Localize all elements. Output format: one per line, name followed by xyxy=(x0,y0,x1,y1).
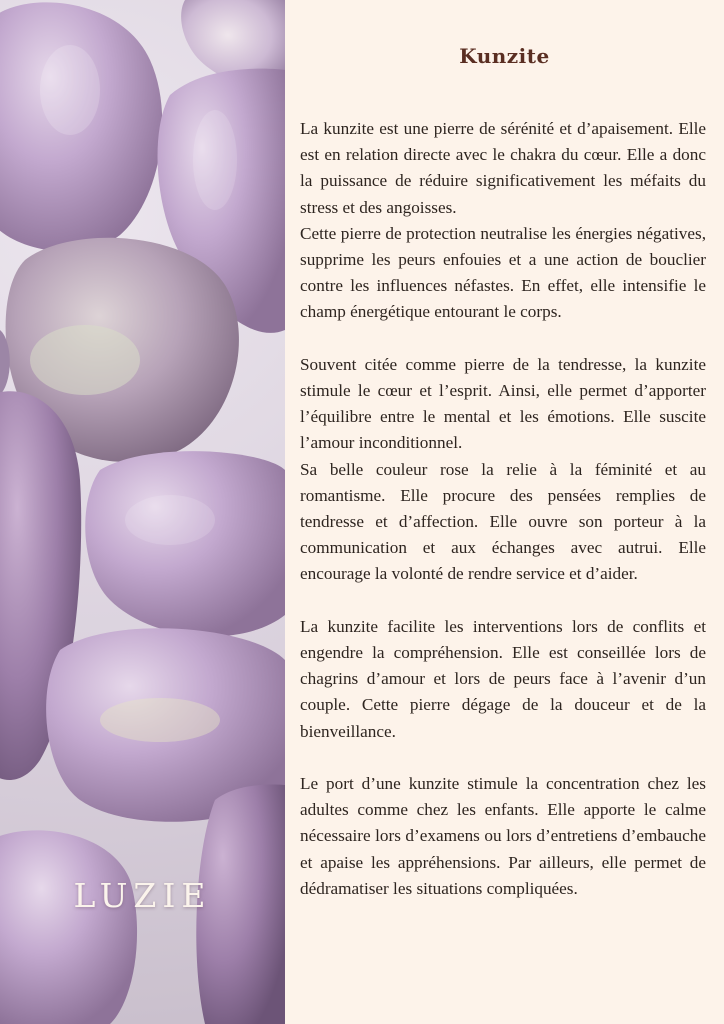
paragraph: Cette pierre de protection neutralise les énergies négatives, supprime les peurs enfouies et a une action de bouclier contre les influences néfastes. En effet, elle intensifie le champ énergétique entourant le corps. xyxy=(300,223,706,322)
paragraph: Sa belle couleur rose la relie à la féminité et au romantisme. Elle procure des pensées remplies de tendresse et d’affection. Elle ouvre son porteur à la communication et aux échanges avec autrui. Elle encourage la volonté de rendre service et d’aider. xyxy=(300,459,706,584)
kunzite-photo xyxy=(0,0,285,1024)
article-panel xyxy=(285,0,724,1024)
paragraph: Souvent citée comme pierre de la tendresse, la kunzite stimule le cœur et l’esprit. Ainsi, elle permet d’apporter l’équilibre entre le mental et les émotions. Elle suscite l’amour inconditionnel. xyxy=(300,354,706,453)
paragraph: La kunzite facilite les interventions lors de conflits et engendre la compréhension. Elle est conseillée lors de chagrins d’amour et lors de peurs face à l’avenir d’un couple. Cette pierre dégage de la douceur et de la bienveillance. xyxy=(300,616,706,741)
brand-logo: LUZIE xyxy=(73,876,212,915)
paragraph: La kunzite est une pierre de sérénité et d’apaisement. Elle est en relation directe avec le chakra du cœur. Elle a donc la puissance de réduire significativement les méfaits du stress et des angoisses. xyxy=(300,119,706,217)
paragraph: Le port d’une kunzite stimule la concentration chez les adultes comme chez les enfants. Elle apporte le calme nécessaire lors d’examens ou lors d’entretiens d’embauche et apaise les appréhensions. Par ailleurs, elle permet de dédramatiser les situations compliquées. xyxy=(300,774,706,898)
article-title: Kunzite xyxy=(459,44,550,68)
article-body xyxy=(300,116,706,902)
kunzite-stones-illustration xyxy=(0,0,285,1024)
